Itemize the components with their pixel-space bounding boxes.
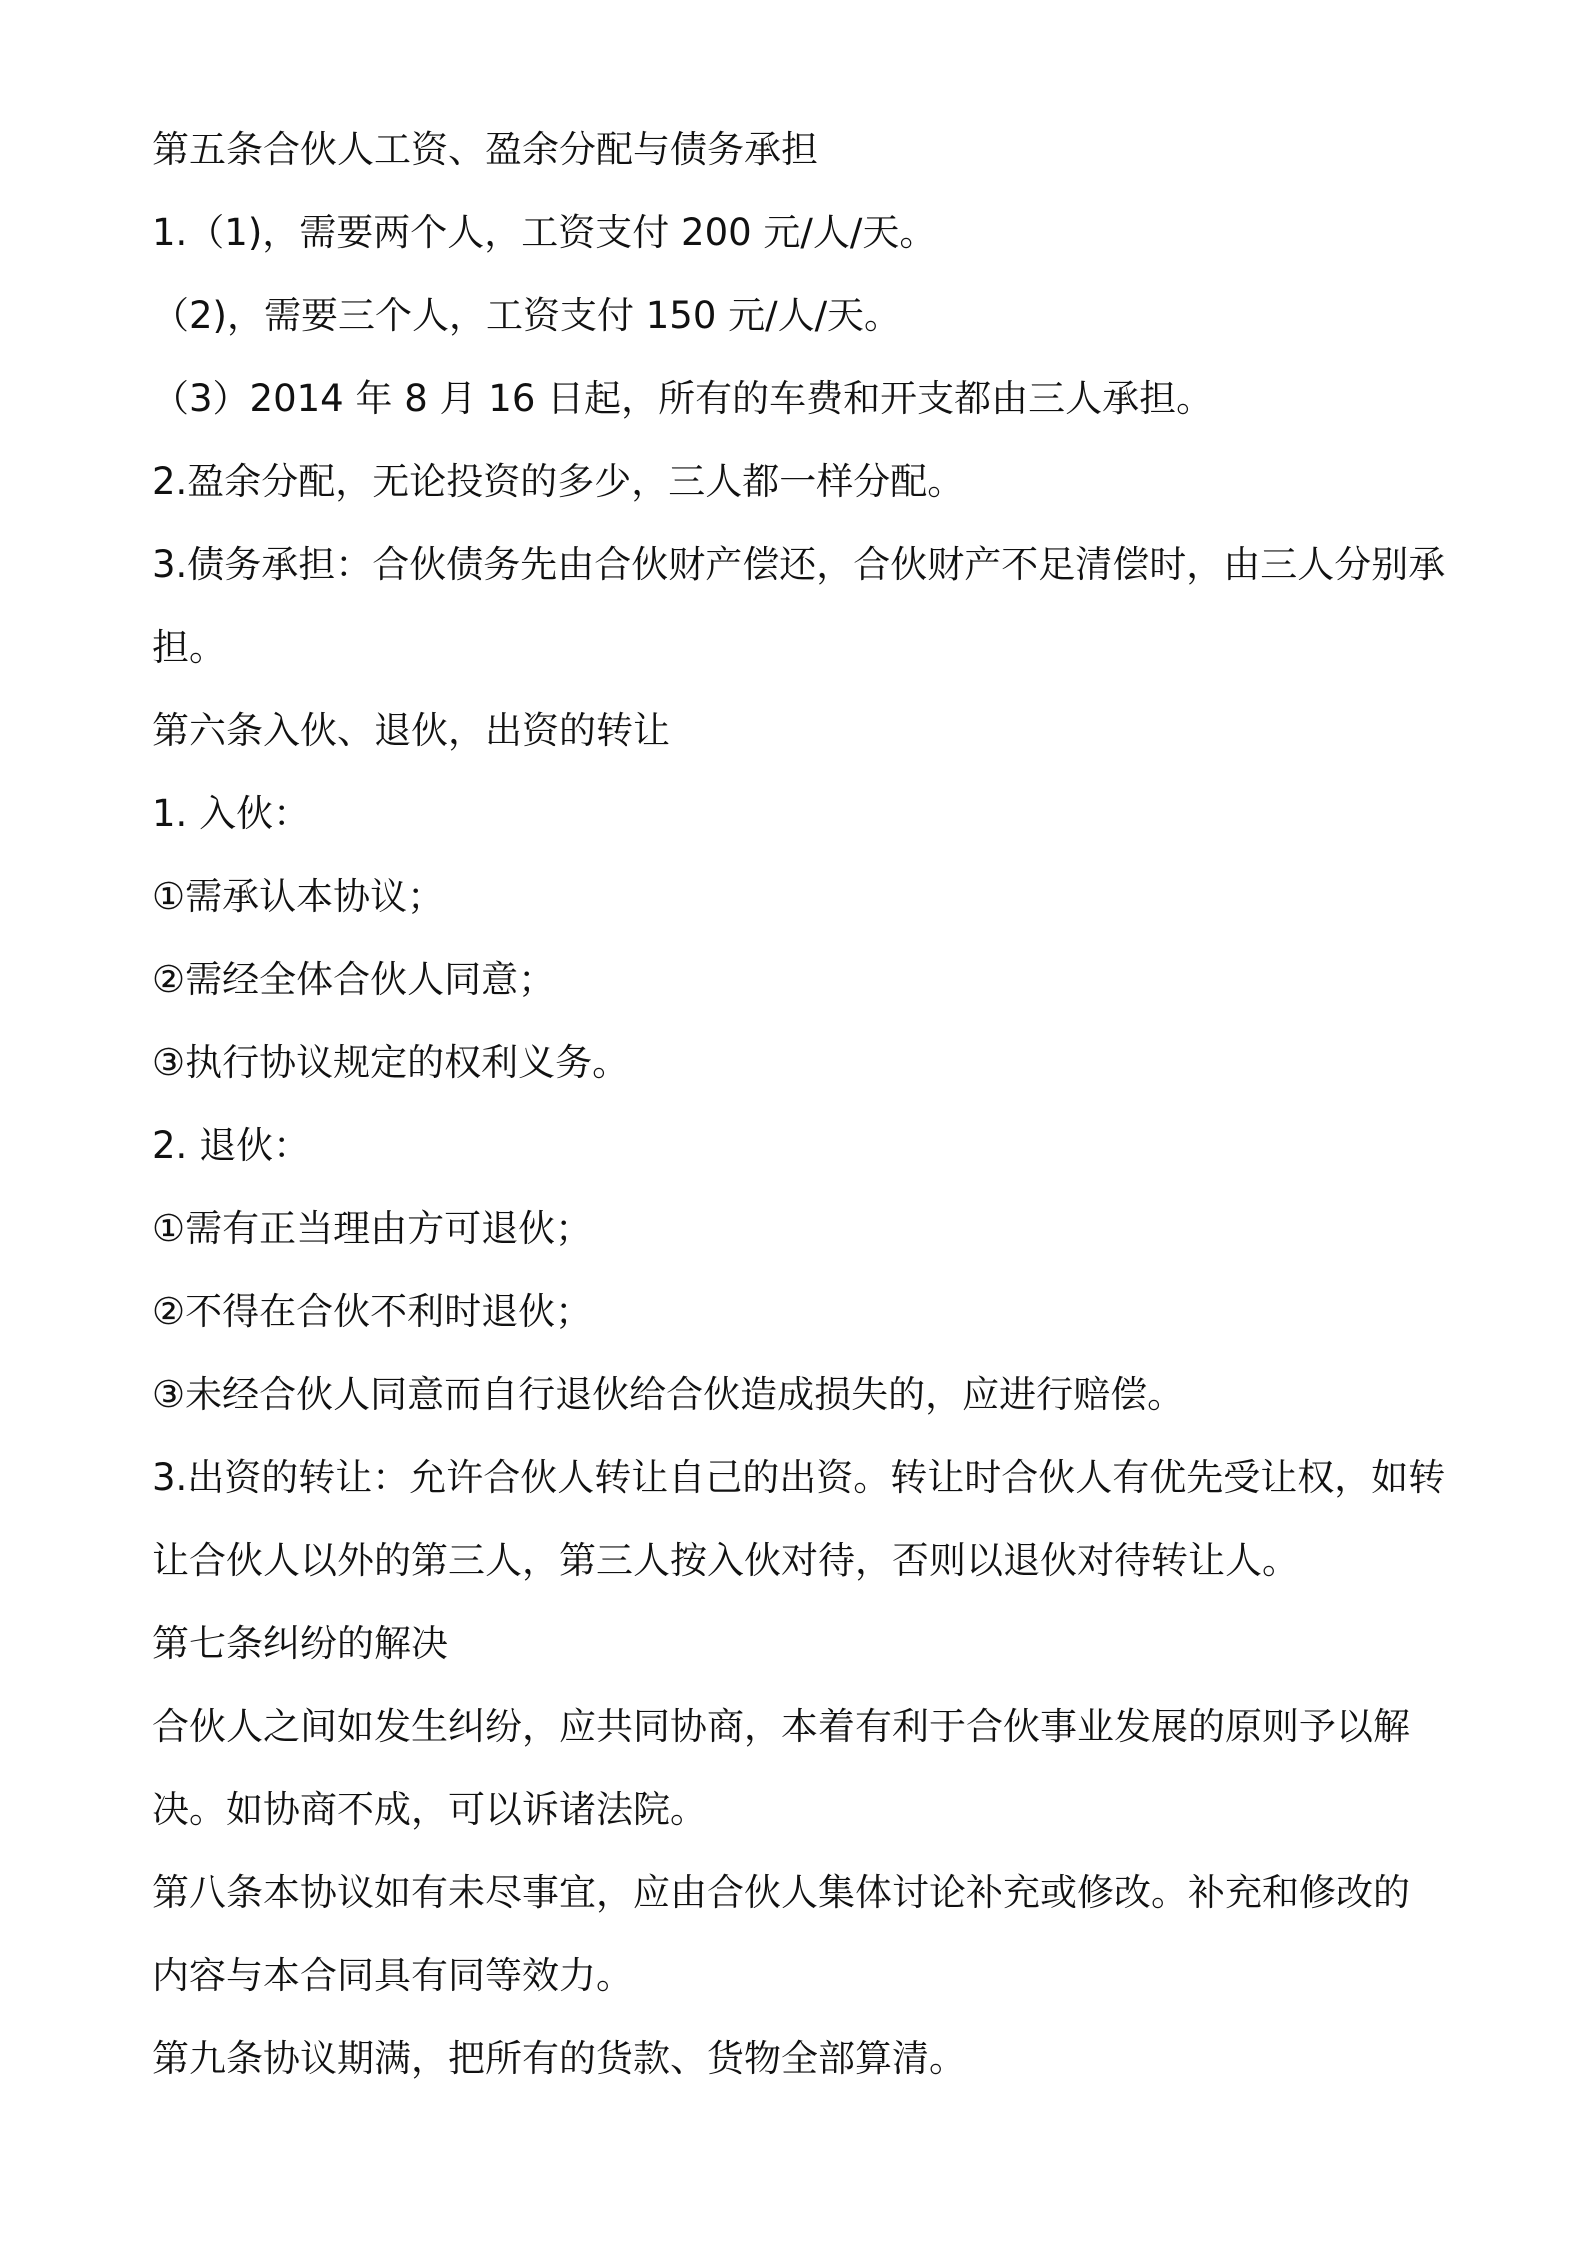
dispute-resolution: 合伙人之间如发生纠纷，应共同协商，本着有利于合伙事业发展的原则予以解 xyxy=(152,1705,1410,1748)
wage-item-1: 1.（1)，需要两个人，工资支付 200 元/人/天。 xyxy=(152,211,937,254)
capital-transfer-continued: 让合伙人以外的第三人，第三人按入伙对待，否则以退伙对待转让人。 xyxy=(152,1539,1299,1582)
joining-item-1: ①需承认本协议； xyxy=(152,875,445,918)
joining-heading: 1. 入伙： xyxy=(152,792,311,835)
withdrawal-heading: 2. 退伙： xyxy=(152,1124,311,1167)
dispute-resolution-continued: 决。如协商不成，可以诉诸法院。 xyxy=(152,1788,707,1831)
article-7-heading: 第七条纠纷的解决 xyxy=(152,1622,448,1665)
article-5-heading: 第五条合伙人工资、盈余分配与债务承担 xyxy=(152,128,818,171)
debt-bearing-continued: 担。 xyxy=(152,626,226,669)
debt-bearing: 3.债务承担：合伙债务先由合伙财产偿还，合伙财产不足清偿时，由三人分别承 xyxy=(152,543,1446,586)
document-page xyxy=(152,118,1452,2110)
profit-distribution: 2.盈余分配，无论投资的多少，三人都一样分配。 xyxy=(152,460,965,503)
joining-item-2: ②需经全体合伙人同意； xyxy=(152,958,556,1001)
article-8-continued: 内容与本合同具有同等效力。 xyxy=(152,1954,633,1997)
wage-item-3: （3）2014 年 8 月 16 日起，所有的车费和开支都由三人承担。 xyxy=(152,377,1214,420)
wage-item-2: （2)，需要三个人，工资支付 150 元/人/天。 xyxy=(152,294,902,337)
article-9: 第九条协议期满，把所有的货款、货物全部算清。 xyxy=(152,2037,966,2080)
joining-item-3: ③执行协议规定的权利义务。 xyxy=(152,1041,630,1084)
withdrawal-item-3: ③未经合伙人同意而自行退伙给合伙造成损失的，应进行赔偿。 xyxy=(152,1373,1185,1416)
withdrawal-item-2: ②不得在合伙不利时退伙； xyxy=(152,1290,593,1333)
capital-transfer: 3.出资的转让：允许合伙人转让自己的出资。转让时合伙人有优先受让权，如转 xyxy=(152,1456,1446,1499)
withdrawal-item-1: ①需有正当理由方可退伙； xyxy=(152,1207,593,1250)
article-8: 第八条本协议如有未尽事宜，应由合伙人集体讨论补充或修改。补充和修改的 xyxy=(152,1871,1410,1914)
article-6-heading: 第六条入伙、退伙，出资的转让 xyxy=(152,709,670,752)
